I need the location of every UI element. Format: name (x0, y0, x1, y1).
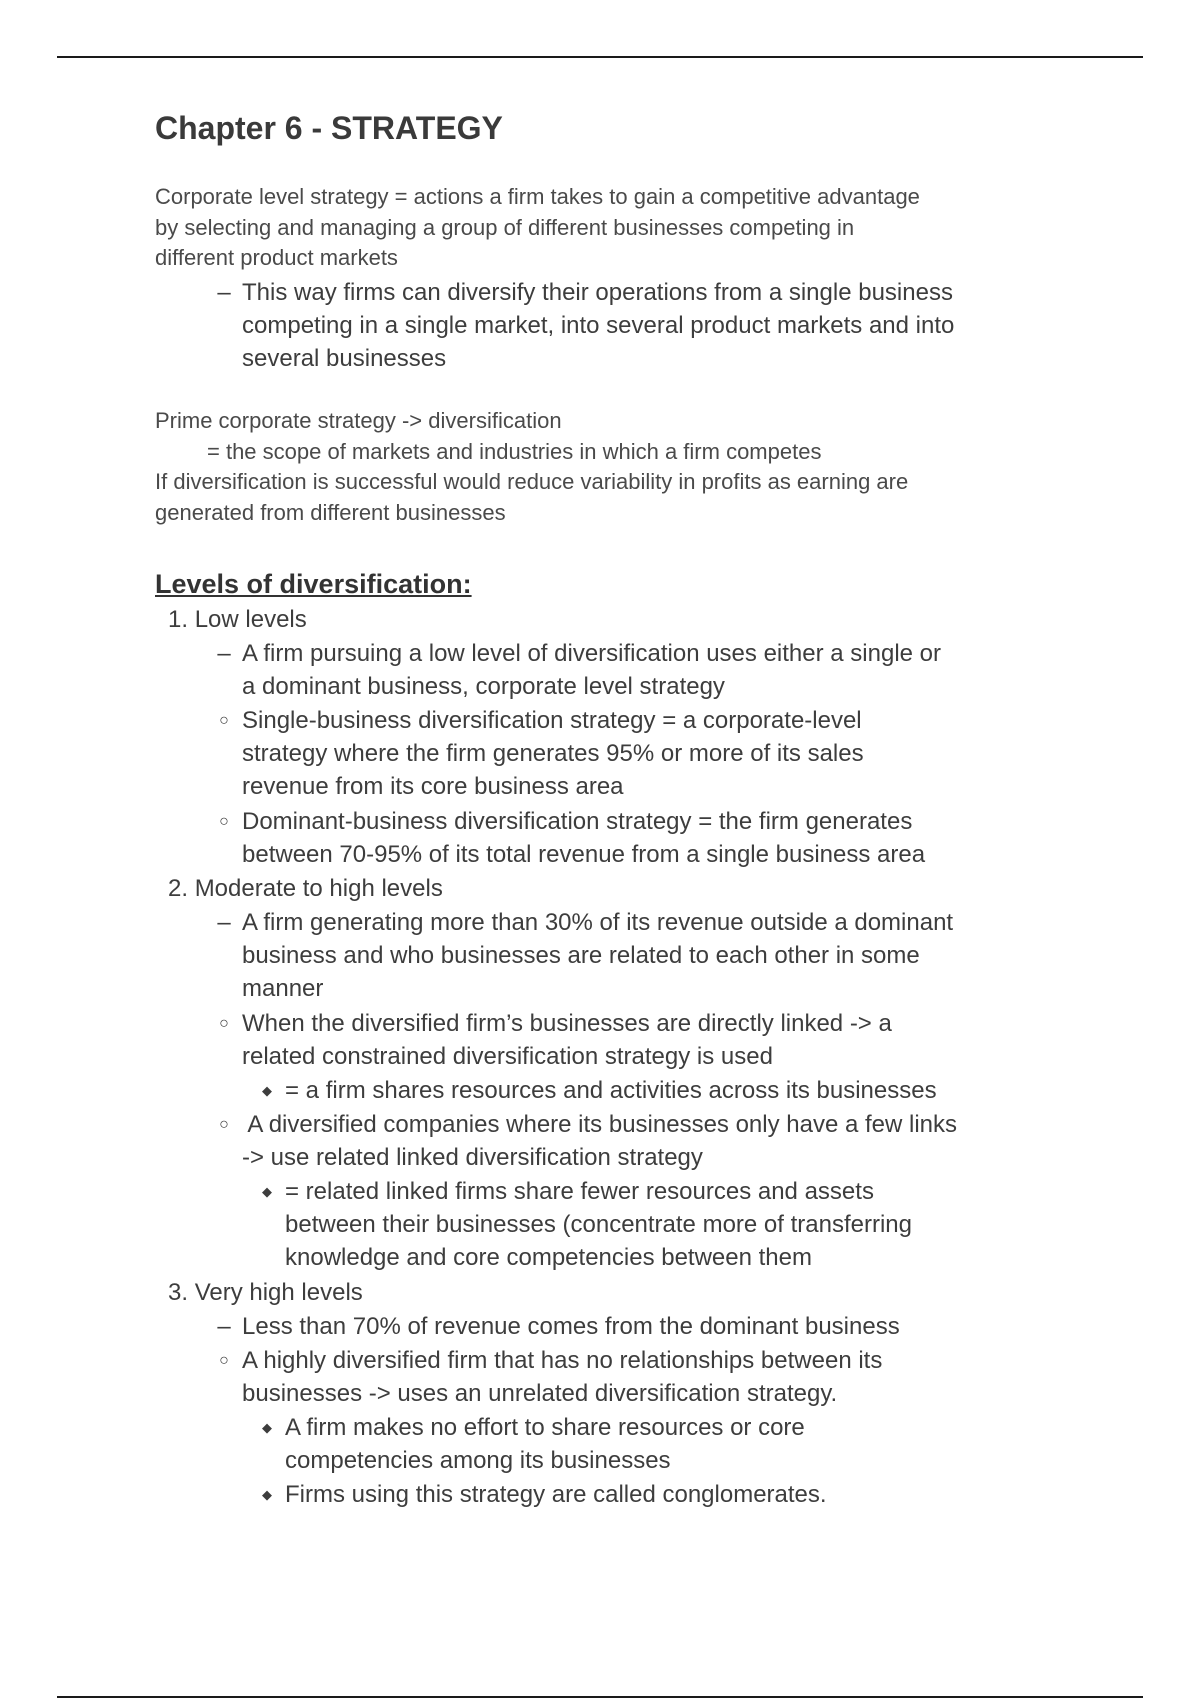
levels-heading: Levels of diversification: (155, 569, 472, 599)
dash-bullet-icon: – (217, 1313, 231, 1340)
dash-bullet-icon: – (217, 279, 231, 306)
prime-line: If diversification is successful would reduce variability in profits as earning are (155, 469, 909, 494)
bullet-line: A firm generating more than 30% of its revenue outside a dominant (242, 909, 954, 936)
prime-line: generated from different businesses (155, 499, 506, 525)
diamond-bullet-icon: ◆ (262, 1487, 272, 1502)
bullet-line: Single-business diversification strategy = a corporate-level (242, 707, 862, 734)
circle-bullet (219, 1108, 958, 1174)
bullet-line: a dominant business, corporate level strategy (242, 673, 725, 700)
bullet-line: Firms using this strategy are called conglomerates. (285, 1481, 827, 1508)
bullet-line: = related linked firms share fewer resources and assets (285, 1178, 874, 1205)
bullet-line: related constrained diversification strategy is used (242, 1043, 773, 1070)
top-rule (57, 56, 1143, 58)
item-label: Moderate to high levels (194, 875, 443, 902)
item-label: Very high levels (194, 1279, 363, 1306)
circle-bullet-icon: ○ (219, 1352, 229, 1369)
bullet-line: competing in a single market, into several product markets and into (242, 312, 955, 339)
intro-bullet (217, 276, 955, 375)
dash-bullet-icon: – (217, 640, 231, 667)
diamond-bullet-icon: ◆ (262, 1083, 272, 1098)
item-number: 1. (168, 606, 189, 633)
circle-bullet-icon: ○ (219, 1015, 229, 1032)
intro-line: Corporate level strategy = actions a firm takes to gain a competitive advantage (155, 184, 920, 209)
list-item-number (168, 603, 307, 636)
bullet-line: Dominant-business diversification strategy = the firm generates (242, 808, 913, 835)
item-number: 2. (168, 875, 189, 902)
circle-bullet-icon: ○ (219, 1116, 229, 1133)
diamond-bullet-icon: ◆ (262, 1420, 272, 1435)
diamond-bullet-icon: ◆ (262, 1184, 272, 1199)
bullet-line: businesses -> uses an unrelated diversification strategy. (242, 1380, 838, 1407)
diamond-bullet (262, 1175, 912, 1274)
diamond-bullet (262, 1411, 805, 1477)
bullet-line: A firm makes no effort to share resources or core (285, 1414, 805, 1441)
prime-line: Prime corporate strategy -> diversification (155, 408, 562, 433)
dash-bullet (217, 1310, 900, 1343)
bullet-line: strategy where the firm generates 95% or more of its sales (242, 740, 864, 767)
circle-bullet-icon: ○ (219, 712, 229, 729)
dash-bullet-icon: – (217, 909, 231, 936)
bullet-line: A firm pursuing a low level of diversification uses either a single or (242, 640, 941, 667)
item-label: Low levels (194, 606, 307, 633)
bullet-line: When the diversified firm’s businesses are directly linked -> a (242, 1010, 892, 1037)
page-title: Chapter 6 - STRATEGY (155, 110, 503, 146)
intro-line: by selecting and managing a group of different businesses competing in (155, 214, 855, 240)
bullet-line: business and who businesses are related to each other in some (242, 942, 920, 969)
prime-definition: = the scope of markets and industries in which a firm competes (207, 438, 822, 464)
intro-paragraph (155, 182, 1055, 274)
circle-bullet-icon: ○ (219, 813, 229, 830)
dash-bullet (217, 906, 954, 1005)
bullet-line: knowledge and core competencies between them (285, 1244, 812, 1271)
bullet-line: This way firms can diversify their operations from a single business (242, 279, 953, 306)
circle-bullet (219, 1344, 883, 1410)
bullet-line: revenue from its core business area (242, 773, 624, 800)
bottom-rule (57, 1696, 1143, 1698)
list-item-number (168, 872, 443, 905)
bullet-line: -> use related linked diversification strategy (242, 1144, 703, 1171)
bullet-line: A diversified companies where its businesses only have a few links (242, 1111, 958, 1138)
item-number: 3. (168, 1279, 189, 1306)
bullet-line: manner (242, 975, 324, 1002)
diamond-bullet (262, 1478, 827, 1511)
list-item-number (168, 1276, 363, 1309)
dash-bullet (217, 637, 941, 703)
diamond-bullet (262, 1074, 937, 1107)
intro-line: different product markets (155, 245, 398, 270)
circle-bullet (219, 704, 864, 803)
bullet-line: A highly diversified firm that has no relationships between its (242, 1347, 883, 1374)
bullet-line: = a firm shares resources and activities across its businesses (285, 1077, 937, 1104)
bullet-line: Less than 70% of revenue comes from the dominant business (242, 1313, 900, 1340)
document-body (155, 106, 1055, 1508)
bullet-line: several businesses (242, 345, 447, 372)
circle-bullet (219, 805, 926, 871)
prime-paragraph (155, 406, 1055, 528)
bullet-line: competencies among its businesses (285, 1447, 671, 1474)
bullet-line: between 70-95% of its total revenue from a single business area (242, 841, 926, 868)
circle-bullet (219, 1007, 892, 1073)
bullet-line: between their businesses (concentrate more of transferring (285, 1211, 912, 1238)
